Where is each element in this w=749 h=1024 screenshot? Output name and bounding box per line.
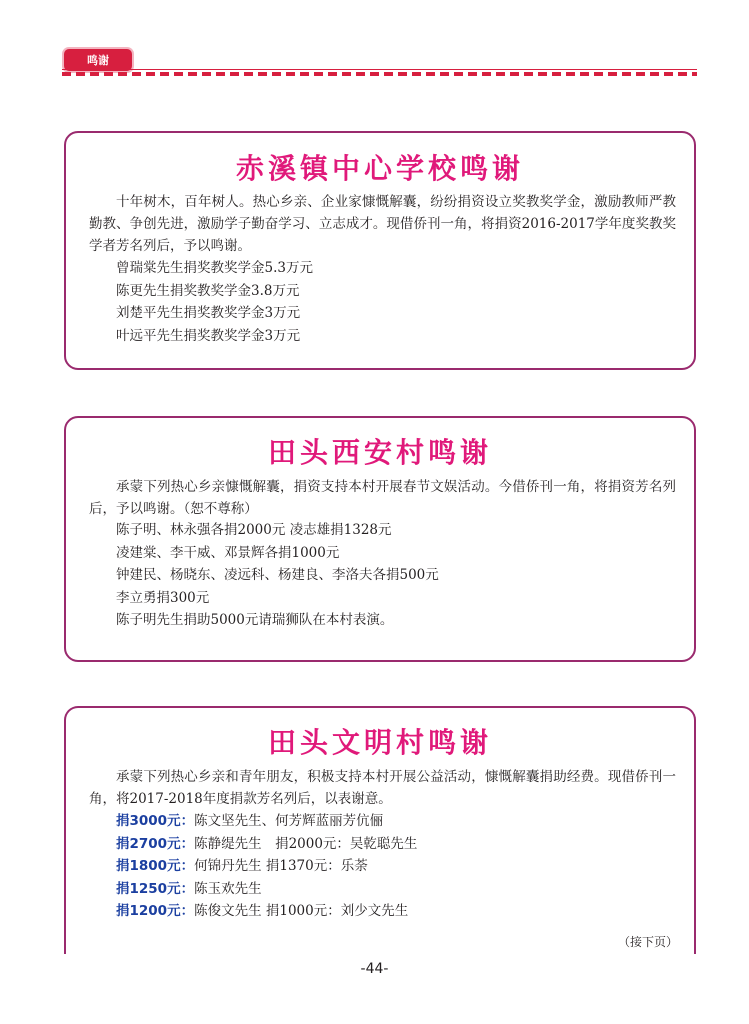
donation-amount: 捐2700元：: [116, 835, 195, 852]
notice-card-wenming-village: [64, 706, 696, 954]
list-item: [116, 810, 417, 833]
donor-names: 陈静缇先生 捐2000元：吴乾聪先生: [194, 835, 418, 852]
section-tag: 鸣谢: [64, 49, 132, 71]
continued-note: （接下页）: [617, 935, 678, 949]
list-item: [116, 900, 417, 923]
donor-names: 陈玉欢先生: [194, 880, 262, 897]
list-item: 陈子明先生捐助5000元请瑞狮队在本村表演。: [116, 612, 394, 628]
card-paragraph: 十年树木，百年树人。热心乡亲、企业家慷慨解囊，纷纷捐资设立奖教奖学金，激励教师严教勤教、争创先进，激励学子勤奋学习、立志成才。现借侨刊一角，将捐资2016-2017学年度奖教奖学者芳名列后，予以鸣谢。: [89, 194, 676, 254]
card-title: 田头西安村鸣谢: [267, 436, 492, 469]
donor-list: [116, 257, 313, 347]
list-item: 曾瑞棠先生捐奖教奖学金5.3万元: [116, 260, 313, 276]
list-item: [116, 855, 417, 878]
list-item: 凌建棠、李干威、邓景辉各捐1000元: [116, 544, 340, 561]
header-dashed-rule: [62, 72, 697, 76]
list-item: 陈子明、林永强各捐2000元 凌志雄捐1328元: [116, 522, 392, 538]
notice-card-school: [64, 131, 696, 370]
donor-names: 陈俊文先生 捐1000元：刘少文先生: [194, 903, 409, 919]
list-item: [116, 878, 417, 901]
list-item: 陈更先生捐奖教奖学金3.8万元: [116, 282, 300, 299]
list-item: 李立勇捐300元: [116, 589, 210, 606]
header-rule-line: [62, 69, 697, 70]
list-item: [116, 833, 417, 856]
card-paragraph: 承蒙下列热心乡亲慷慨解囊，捐资支持本村开展春节文娱活动。今借侨刊一角，将捐资芳名列后，予以鸣谢。（恕不尊称）: [89, 479, 676, 517]
card-paragraph: 承蒙下列热心乡亲和青年朋友，积极支持本村开展公益活动，慷慨解囊捐助经费。现借侨刊一角，将2017-2018年度捐款芳名列后，以表谢意。: [89, 769, 676, 807]
donor-names: 陈文坚先生、何芳辉蓝丽芳伉俪: [194, 813, 384, 829]
list-item: 叶远平先生捐奖教奖学金3万元: [116, 327, 301, 344]
card-title: 赤溪镇中心学校鸣谢: [235, 152, 524, 185]
card-title: 田头文明村鸣谢: [267, 726, 492, 759]
donation-amount: 捐3000元：: [116, 813, 195, 829]
donation-amount: 捐1250元：: [116, 880, 195, 897]
donation-amount: 捐1800元：: [116, 858, 195, 874]
list-item: 刘楚平先生捐奖教奖学金3万元: [116, 305, 301, 321]
donation-amount: 捐1200元：: [116, 903, 195, 919]
list-item: 钟建民、杨晓东、凌远科、杨建良、李洛夫各捐500元: [116, 567, 439, 583]
notice-card-xian-village: [64, 416, 696, 662]
donor-list: [116, 519, 439, 632]
donor-names: 何锦丹先生 捐1370元：乐荼: [194, 858, 368, 874]
donation-list: [116, 810, 417, 923]
page-number: -44-: [360, 961, 389, 977]
